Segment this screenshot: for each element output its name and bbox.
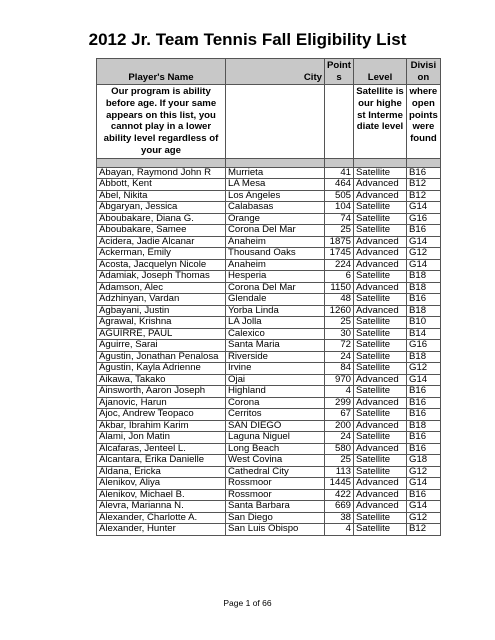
cell-level: Satellite xyxy=(354,340,407,352)
table-row xyxy=(97,374,441,386)
table-row xyxy=(97,501,441,513)
cell-division: G16 xyxy=(407,213,441,225)
cell-points: 505 xyxy=(325,190,354,202)
cell-division: G16 xyxy=(407,340,441,352)
cell-division: G12 xyxy=(407,363,441,375)
cell-city: Calexico xyxy=(226,328,325,340)
cell-division: G14 xyxy=(407,259,441,271)
cell-points: 25 xyxy=(325,455,354,467)
cell-city: Laguna Niguel xyxy=(226,432,325,444)
table-row xyxy=(97,317,441,329)
cell-name: Alcantara, Erika Danielle xyxy=(97,455,226,467)
cell-city: Murrieta xyxy=(226,167,325,179)
table-row xyxy=(97,328,441,340)
cell-points: 1445 xyxy=(325,478,354,490)
table-row xyxy=(97,282,441,294)
cell-level: Advanced xyxy=(354,501,407,513)
cell-level: Advanced xyxy=(354,374,407,386)
cell-level: Satellite xyxy=(354,328,407,340)
cell-level: Advanced xyxy=(354,397,407,409)
table-row xyxy=(97,466,441,478)
cell-points: 299 xyxy=(325,397,354,409)
cell-points: 38 xyxy=(325,512,354,524)
cell-city: LA Jolla xyxy=(226,317,325,329)
note-level: Satellite is our highest Intermediate level xyxy=(354,85,407,159)
cell-city: Orange xyxy=(226,213,325,225)
table-row xyxy=(97,397,441,409)
cell-level: Satellite xyxy=(354,213,407,225)
cell-name: AGUIRRE, PAUL xyxy=(97,328,226,340)
cell-city: Rossmoor xyxy=(226,478,325,490)
cell-points: 6 xyxy=(325,271,354,283)
cell-name: Alcafaras, Jenteel L. xyxy=(97,443,226,455)
cell-division: B16 xyxy=(407,397,441,409)
cell-name: Aikawa, Takako xyxy=(97,374,226,386)
cell-city: Santa Barbara xyxy=(226,501,325,513)
cell-division: B16 xyxy=(407,294,441,306)
cell-city: Anaheim xyxy=(226,236,325,248)
cell-division: G14 xyxy=(407,374,441,386)
table-header-row xyxy=(97,59,441,85)
cell-level: Satellite xyxy=(354,351,407,363)
cell-level: Advanced xyxy=(354,443,407,455)
cell-name: Aboubakare, Samee xyxy=(97,225,226,237)
cell-level: Advanced xyxy=(354,179,407,191)
note-city-empty xyxy=(226,85,325,159)
header-city: City xyxy=(226,59,325,85)
table-row xyxy=(97,489,441,501)
cell-city: San Luis Obispo xyxy=(226,524,325,536)
cell-division: B16 xyxy=(407,432,441,444)
cell-division: B16 xyxy=(407,386,441,398)
cell-level: Advanced xyxy=(354,190,407,202)
table-row xyxy=(97,524,441,536)
cell-name: Adzhinyan, Vardan xyxy=(97,294,226,306)
cell-division: G12 xyxy=(407,248,441,260)
cell-points: 1260 xyxy=(325,305,354,317)
cell-level: Satellite xyxy=(354,524,407,536)
cell-city: San Diego xyxy=(226,512,325,524)
table-row xyxy=(97,512,441,524)
cell-level: Satellite xyxy=(354,386,407,398)
table-row xyxy=(97,351,441,363)
cell-name: Ajoc, Andrew Teopaco xyxy=(97,409,226,421)
cell-division: B10 xyxy=(407,317,441,329)
cell-points: 84 xyxy=(325,363,354,375)
table-row xyxy=(97,386,441,398)
cell-level: Satellite xyxy=(354,466,407,478)
cell-city: Corona Del Mar xyxy=(226,225,325,237)
table-row xyxy=(97,236,441,248)
cell-points: 200 xyxy=(325,420,354,432)
spacer-cell xyxy=(97,158,226,167)
cell-points: 464 xyxy=(325,179,354,191)
cell-division: G18 xyxy=(407,455,441,467)
cell-points: 24 xyxy=(325,432,354,444)
cell-name: Abel, Nikita xyxy=(97,190,226,202)
table-row xyxy=(97,340,441,352)
cell-points: 72 xyxy=(325,340,354,352)
table-row xyxy=(97,363,441,375)
cell-city: LA Mesa xyxy=(226,179,325,191)
table-row xyxy=(97,248,441,260)
table-row xyxy=(97,443,441,455)
cell-division: B16 xyxy=(407,167,441,179)
spacer-cell xyxy=(354,158,407,167)
note-name: Our program is ability before age. If your same appears on this list, you cannot play in a lower ability level regardless of your age xyxy=(97,85,226,159)
spacer-row xyxy=(97,158,441,167)
cell-name: Acosta, Jacquelyn Nicole xyxy=(97,259,226,271)
cell-level: Satellite xyxy=(354,271,407,283)
cell-points: 970 xyxy=(325,374,354,386)
cell-city: Long Beach xyxy=(226,443,325,455)
cell-name: Abayan, Raymond John R xyxy=(97,167,226,179)
cell-level: Advanced xyxy=(354,305,407,317)
header-level: Level xyxy=(354,59,407,85)
table-row xyxy=(97,305,441,317)
cell-points: 24 xyxy=(325,351,354,363)
cell-points: 4 xyxy=(325,524,354,536)
cell-city: Corona Del Mar xyxy=(226,282,325,294)
cell-name: Alevra, Marianna N. xyxy=(97,501,226,513)
cell-division: G12 xyxy=(407,466,441,478)
cell-name: Aguirre, Sarai xyxy=(97,340,226,352)
cell-division: G14 xyxy=(407,236,441,248)
cell-division: B16 xyxy=(407,489,441,501)
cell-city: Highland xyxy=(226,386,325,398)
table-row xyxy=(97,409,441,421)
cell-level: Advanced xyxy=(354,478,407,490)
cell-division: B18 xyxy=(407,420,441,432)
table-row xyxy=(97,478,441,490)
cell-city: Glendale xyxy=(226,294,325,306)
cell-name: Abgaryan, Jessica xyxy=(97,202,226,214)
cell-points: 4 xyxy=(325,386,354,398)
cell-points: 48 xyxy=(325,294,354,306)
header-points: Points xyxy=(325,59,354,85)
cell-division: B12 xyxy=(407,190,441,202)
notes-row xyxy=(97,85,441,159)
cell-division: B12 xyxy=(407,524,441,536)
page-title: 2012 Jr. Team Tennis Fall Eligibility List xyxy=(88,30,407,49)
cell-name: Ackerman, Emily xyxy=(97,248,226,260)
table-row xyxy=(97,225,441,237)
cell-points: 1745 xyxy=(325,248,354,260)
table-row xyxy=(97,202,441,214)
cell-points: 30 xyxy=(325,328,354,340)
cell-city: Anaheim xyxy=(226,259,325,271)
cell-level: Advanced xyxy=(354,259,407,271)
cell-division: G14 xyxy=(407,501,441,513)
cell-level: Satellite xyxy=(354,409,407,421)
cell-division: G14 xyxy=(407,202,441,214)
cell-city: Los Angeles xyxy=(226,190,325,202)
cell-name: Akbar, Ibrahim Karim xyxy=(97,420,226,432)
cell-level: Satellite xyxy=(354,202,407,214)
cell-name: Adamiak, Joseph Thomas xyxy=(97,271,226,283)
cell-division: B18 xyxy=(407,282,441,294)
cell-level: Advanced xyxy=(354,489,407,501)
cell-name: Alami, Jon Matin xyxy=(97,432,226,444)
cell-name: Aldana, Ericka xyxy=(97,466,226,478)
table-row xyxy=(97,179,441,191)
cell-level: Advanced xyxy=(354,420,407,432)
cell-name: Alexander, Charlotte A. xyxy=(97,512,226,524)
cell-level: Satellite xyxy=(354,317,407,329)
spacer-cell xyxy=(407,158,441,167)
cell-level: Satellite xyxy=(354,294,407,306)
cell-name: Alexander, Hunter xyxy=(97,524,226,536)
cell-points: 113 xyxy=(325,466,354,478)
cell-city: Cerritos xyxy=(226,409,325,421)
cell-name: Aboubakare, Diana G. xyxy=(97,213,226,225)
cell-level: Satellite xyxy=(354,512,407,524)
cell-city: Yorba Linda xyxy=(226,305,325,317)
cell-points: 422 xyxy=(325,489,354,501)
cell-city: Riverside xyxy=(226,351,325,363)
cell-name: Abbott, Kent xyxy=(97,179,226,191)
cell-city: Cathedral City xyxy=(226,466,325,478)
cell-points: 104 xyxy=(325,202,354,214)
cell-points: 580 xyxy=(325,443,354,455)
table-row xyxy=(97,167,441,179)
spacer-cell xyxy=(325,158,354,167)
cell-city: Hesperia xyxy=(226,271,325,283)
cell-level: Advanced xyxy=(354,248,407,260)
table-row xyxy=(97,420,441,432)
cell-city: Irvine xyxy=(226,363,325,375)
header-name: Player's Name xyxy=(97,59,226,85)
cell-division: B18 xyxy=(407,271,441,283)
header-division: Division xyxy=(407,59,441,85)
cell-division: B16 xyxy=(407,409,441,421)
cell-division: G12 xyxy=(407,512,441,524)
table-row xyxy=(97,213,441,225)
cell-points: 669 xyxy=(325,501,354,513)
cell-division: B16 xyxy=(407,225,441,237)
cell-name: Agustin, Kayla Adrienne xyxy=(97,363,226,375)
cell-city: Corona xyxy=(226,397,325,409)
cell-level: Advanced xyxy=(354,236,407,248)
cell-division: B18 xyxy=(407,351,441,363)
spacer-cell xyxy=(226,158,325,167)
cell-name: Agustin, Jonathan Penalosa xyxy=(97,351,226,363)
cell-city: Rossmoor xyxy=(226,489,325,501)
cell-points: 1150 xyxy=(325,282,354,294)
cell-name: Alenikov, Aliya xyxy=(97,478,226,490)
cell-city: Calabasas xyxy=(226,202,325,214)
cell-city: West Covina xyxy=(226,455,325,467)
cell-name: Agrawal, Krishna xyxy=(97,317,226,329)
cell-level: Satellite xyxy=(354,225,407,237)
cell-division: B14 xyxy=(407,328,441,340)
table-row xyxy=(97,259,441,271)
table-row xyxy=(97,455,441,467)
note-division: where open points were found xyxy=(407,85,441,159)
cell-level: Satellite xyxy=(354,455,407,467)
cell-points: 1875 xyxy=(325,236,354,248)
cell-division: B18 xyxy=(407,305,441,317)
cell-points: 25 xyxy=(325,317,354,329)
cell-city: Santa Maria xyxy=(226,340,325,352)
cell-points: 67 xyxy=(325,409,354,421)
page-footer: Page 1 of 66 xyxy=(223,598,272,608)
cell-level: Satellite xyxy=(354,167,407,179)
cell-points: 224 xyxy=(325,259,354,271)
table-row xyxy=(97,190,441,202)
cell-city: Ojai xyxy=(226,374,325,386)
cell-level: Satellite xyxy=(354,432,407,444)
cell-level: Advanced xyxy=(354,282,407,294)
note-points-empty xyxy=(325,85,354,159)
cell-points: 74 xyxy=(325,213,354,225)
cell-name: Acidera, Jadie Alcanar xyxy=(97,236,226,248)
cell-city: SAN DIEGO xyxy=(226,420,325,432)
cell-points: 25 xyxy=(325,225,354,237)
cell-name: Adamson, Alec xyxy=(97,282,226,294)
table-row xyxy=(97,294,441,306)
cell-name: Ajanovic, Harun xyxy=(97,397,226,409)
cell-division: B12 xyxy=(407,179,441,191)
cell-name: Ainsworth, Aaron Joseph xyxy=(97,386,226,398)
cell-division: G14 xyxy=(407,478,441,490)
cell-points: 41 xyxy=(325,167,354,179)
table-row xyxy=(97,271,441,283)
cell-name: Agbayani, Justin xyxy=(97,305,226,317)
cell-division: B16 xyxy=(407,443,441,455)
eligibility-table xyxy=(96,58,441,536)
table-row xyxy=(97,432,441,444)
cell-level: Satellite xyxy=(354,363,407,375)
cell-city: Thousand Oaks xyxy=(226,248,325,260)
cell-name: Alenikov, Michael B. xyxy=(97,489,226,501)
